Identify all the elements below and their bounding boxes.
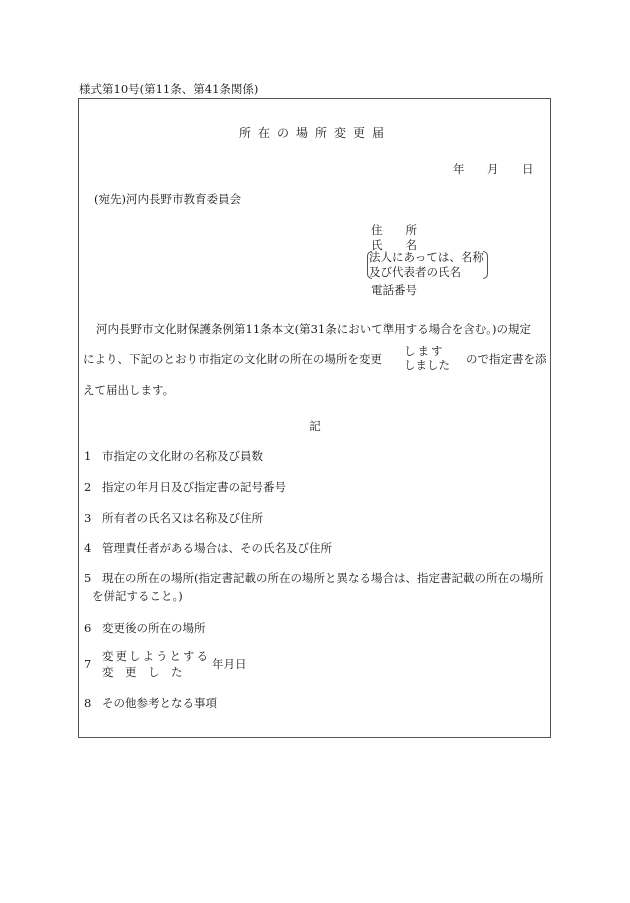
item-text: 年月日 bbox=[212, 657, 247, 671]
option-planned-change: 変更しようとする bbox=[102, 649, 210, 663]
option-changed: しました bbox=[404, 358, 450, 372]
list-item bbox=[84, 620, 206, 636]
item-number: 7 bbox=[84, 657, 92, 671]
item-number: 1 bbox=[84, 449, 92, 463]
body-text-line1: 河内長野市文化財保護条例第11条本文(第31条において準用する場合を含む。)の規定 bbox=[96, 322, 531, 336]
left-parenthesis bbox=[367, 251, 372, 279]
item-text: 管理責任者がある場合は、その氏名及び住所 bbox=[102, 541, 332, 555]
body-text-line2: により、下記のとおり市指定の文化財の所在の場所を変更 bbox=[83, 352, 382, 366]
item-text-continuation: を併記すること。) bbox=[92, 589, 183, 603]
item-number: 5 bbox=[84, 571, 92, 585]
corporation-note-line2: 及び代表者の氏名 bbox=[369, 265, 461, 279]
item-number: 4 bbox=[84, 541, 92, 555]
addressee: (宛先)河内長野市教育委員会 bbox=[94, 192, 241, 206]
body-text-line3: えて届出します。 bbox=[83, 383, 175, 397]
list-item bbox=[84, 695, 217, 711]
item-text: 指定の年月日及び指定書の記号番号 bbox=[102, 480, 286, 494]
date-day-label: 日 bbox=[522, 162, 534, 176]
list-item bbox=[84, 510, 263, 526]
date-year-label: 年 bbox=[453, 162, 465, 176]
item-text: 変更後の所在の場所 bbox=[102, 621, 206, 635]
option-completed-change: 変 更 し た bbox=[102, 665, 183, 679]
item-number: 6 bbox=[84, 621, 92, 635]
form-number-label: 様式第10号(第11条、第41条関係) bbox=[79, 82, 259, 96]
applicant-address-label: 住 所 bbox=[371, 223, 417, 237]
list-item bbox=[84, 479, 286, 495]
option-will-change: します bbox=[404, 344, 445, 358]
corporation-note bbox=[369, 250, 484, 280]
item-text: 現在の所在の場所(指定書記載の所在の場所と異なる場合は、指定書記載の所在の場所 bbox=[102, 571, 544, 585]
corporation-note-line1: 法人にあっては、名称 bbox=[369, 250, 484, 264]
item-number: 8 bbox=[84, 696, 92, 710]
date-month-label: 月 bbox=[487, 162, 499, 176]
list-item bbox=[84, 570, 543, 586]
body-text-line2-suffix: ので指定書を添 bbox=[466, 352, 547, 366]
applicant-name-label: 氏 名 bbox=[371, 238, 417, 252]
item-number: 2 bbox=[84, 480, 92, 494]
list-item bbox=[84, 448, 263, 464]
list-item bbox=[84, 540, 332, 556]
right-parenthesis bbox=[483, 251, 488, 279]
applicant-phone-label: 電話番号 bbox=[371, 283, 417, 297]
item-text: 所有者の氏名又は名称及び住所 bbox=[102, 511, 263, 525]
form-title: 所在の場所変更届 bbox=[238, 126, 391, 140]
item-text: 市指定の文化財の名称及び員数 bbox=[102, 449, 263, 463]
ki-heading: 記 bbox=[309, 419, 321, 433]
item-number: 3 bbox=[84, 511, 92, 525]
item-text: その他参考となる事項 bbox=[102, 696, 217, 710]
